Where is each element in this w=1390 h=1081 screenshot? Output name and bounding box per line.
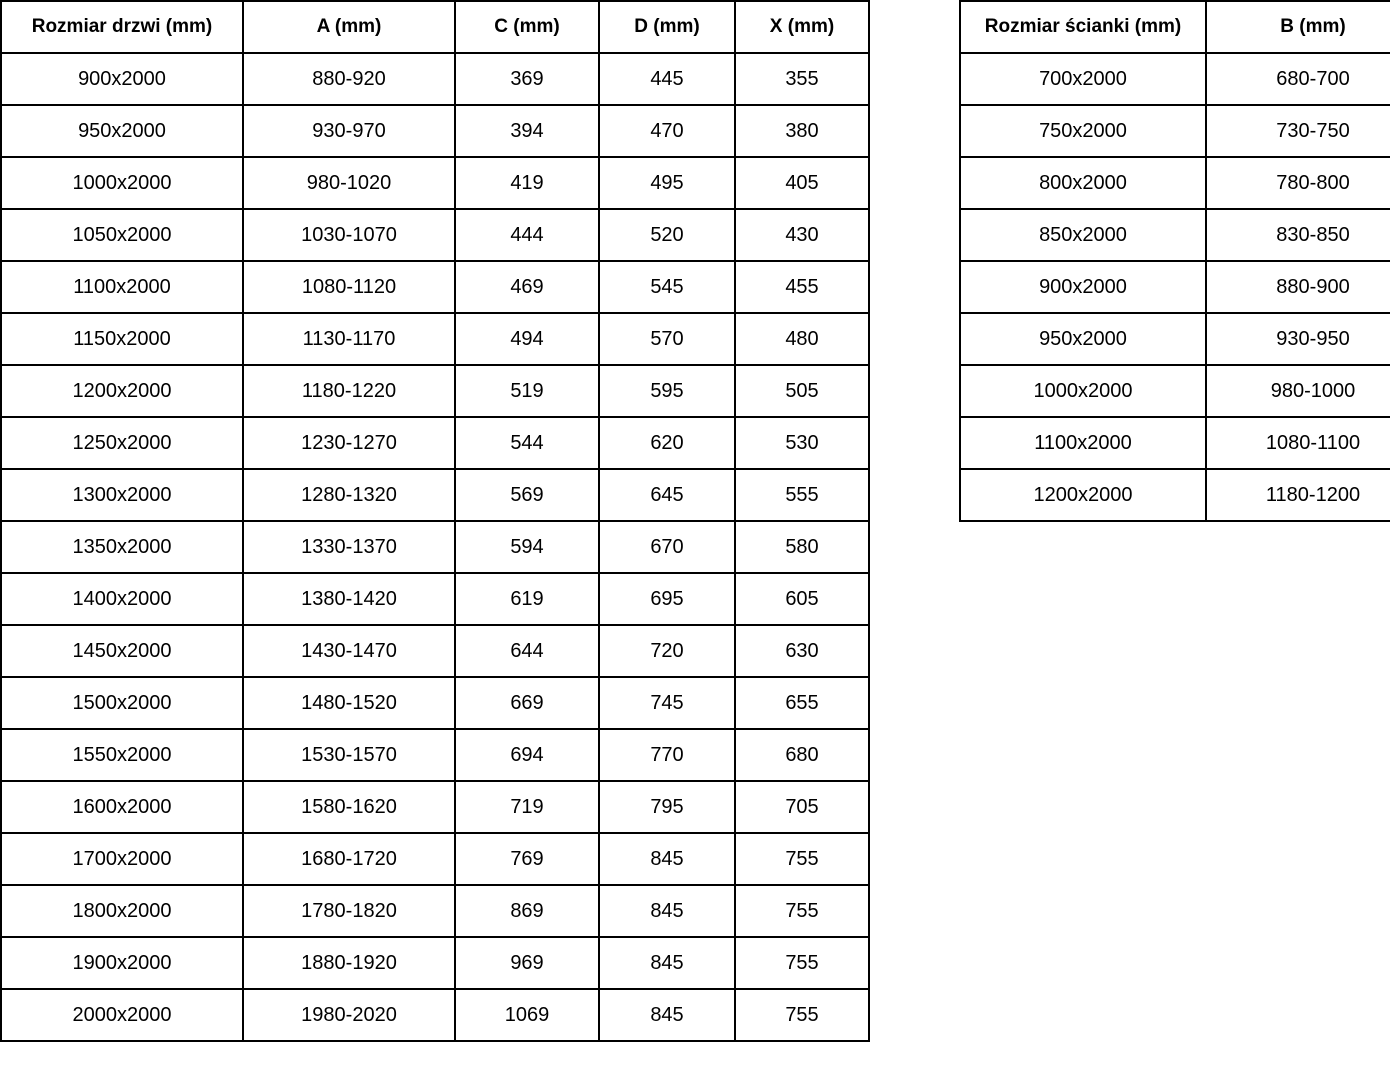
table-cell: 800x2000 [960, 157, 1206, 209]
table-cell: 1880-1920 [243, 937, 455, 989]
table-cell: 380 [735, 105, 869, 157]
table-cell: 1080-1120 [243, 261, 455, 313]
table-cell: 1480-1520 [243, 677, 455, 729]
table-cell: 1900x2000 [1, 937, 243, 989]
table-row [1, 677, 869, 729]
table-row [1, 729, 869, 781]
table-cell: 1780-1820 [243, 885, 455, 937]
table-row [1, 313, 869, 365]
table-cell: 394 [455, 105, 599, 157]
table-cell: 495 [599, 157, 735, 209]
table-cell: 369 [455, 53, 599, 105]
table-cell: 1180-1200 [1206, 469, 1390, 521]
table-row [960, 469, 1390, 521]
table-cell: 1500x2000 [1, 677, 243, 729]
table-cell: 1080-1100 [1206, 417, 1390, 469]
table-row [1, 521, 869, 573]
table-cell: 1580-1620 [243, 781, 455, 833]
table-cell: 595 [599, 365, 735, 417]
table-cell: 455 [735, 261, 869, 313]
table-cell: 755 [735, 937, 869, 989]
table-cell: 845 [599, 989, 735, 1041]
table-cell: 769 [455, 833, 599, 885]
table-cell: 1350x2000 [1, 521, 243, 573]
table-cell: 620 [599, 417, 735, 469]
table-row [1, 157, 869, 209]
header-row [960, 1, 1390, 53]
table-cell: 519 [455, 365, 599, 417]
table-cell: 1550x2000 [1, 729, 243, 781]
table-cell: 1230-1270 [243, 417, 455, 469]
table-cell: 1200x2000 [1, 365, 243, 417]
table-row [1, 261, 869, 313]
table-cell: 1030-1070 [243, 209, 455, 261]
table-cell: 544 [455, 417, 599, 469]
table-cell: 880-920 [243, 53, 455, 105]
table-cell: 1250x2000 [1, 417, 243, 469]
table-cell: 1680-1720 [243, 833, 455, 885]
table-row [960, 209, 1390, 261]
table-cell: 694 [455, 729, 599, 781]
table-row [960, 365, 1390, 417]
table-cell: 755 [735, 833, 869, 885]
table-cell: 845 [599, 937, 735, 989]
table-row [960, 157, 1390, 209]
table-row [1, 625, 869, 677]
table-row [1, 365, 869, 417]
table-cell: 1130-1170 [243, 313, 455, 365]
table-cell: 745 [599, 677, 735, 729]
table-cell: 419 [455, 157, 599, 209]
table-cell: 555 [735, 469, 869, 521]
table-row [1, 469, 869, 521]
table-cell: 670 [599, 521, 735, 573]
table-cell: 1100x2000 [1, 261, 243, 313]
table-cell: 480 [735, 313, 869, 365]
table-cell: 900x2000 [1, 53, 243, 105]
wall-dimensions-table [959, 0, 1390, 522]
table-cell: 470 [599, 105, 735, 157]
column-header: X (mm) [735, 1, 869, 53]
table-cell: 850x2000 [960, 209, 1206, 261]
table-cell: 695 [599, 573, 735, 625]
table-cell: 719 [455, 781, 599, 833]
table-cell: 1430-1470 [243, 625, 455, 677]
table-cell: 980-1020 [243, 157, 455, 209]
table-cell: 430 [735, 209, 869, 261]
table-cell: 830-850 [1206, 209, 1390, 261]
column-header: B (mm) [1206, 1, 1390, 53]
table-cell: 1100x2000 [960, 417, 1206, 469]
table-cell: 1450x2000 [1, 625, 243, 677]
table-cell: 680 [735, 729, 869, 781]
table-cell: 720 [599, 625, 735, 677]
column-header: Rozmiar ścianki (mm) [960, 1, 1206, 53]
table-cell: 469 [455, 261, 599, 313]
table-cell: 1180-1220 [243, 365, 455, 417]
table-cell: 950x2000 [960, 313, 1206, 365]
table-cell: 1050x2000 [1, 209, 243, 261]
table-cell: 795 [599, 781, 735, 833]
column-header: D (mm) [599, 1, 735, 53]
column-header: A (mm) [243, 1, 455, 53]
column-header: Rozmiar drzwi (mm) [1, 1, 243, 53]
table-cell: 780-800 [1206, 157, 1390, 209]
table-cell: 505 [735, 365, 869, 417]
table-row [1, 209, 869, 261]
table-cell: 1069 [455, 989, 599, 1041]
table-cell: 669 [455, 677, 599, 729]
table-cell: 705 [735, 781, 869, 833]
table-cell: 630 [735, 625, 869, 677]
table-cell: 1280-1320 [243, 469, 455, 521]
table-cell: 644 [455, 625, 599, 677]
table-cell: 2000x2000 [1, 989, 243, 1041]
table-row [960, 53, 1390, 105]
table-cell: 770 [599, 729, 735, 781]
table-row [1, 989, 869, 1041]
table-cell: 1150x2000 [1, 313, 243, 365]
table-cell: 1200x2000 [960, 469, 1206, 521]
table-cell: 980-1000 [1206, 365, 1390, 417]
table-cell: 969 [455, 937, 599, 989]
table-cell: 645 [599, 469, 735, 521]
table-cell: 520 [599, 209, 735, 261]
table-cell: 1000x2000 [1, 157, 243, 209]
table-cell: 1530-1570 [243, 729, 455, 781]
table-cell: 1400x2000 [1, 573, 243, 625]
table-cell: 580 [735, 521, 869, 573]
table-row [960, 417, 1390, 469]
table-cell: 405 [735, 157, 869, 209]
table-row [960, 261, 1390, 313]
table-row [1, 573, 869, 625]
table-cell: 605 [735, 573, 869, 625]
table-cell: 355 [735, 53, 869, 105]
table-cell: 1600x2000 [1, 781, 243, 833]
table-cell: 750x2000 [960, 105, 1206, 157]
table-cell: 755 [735, 989, 869, 1041]
table-cell: 730-750 [1206, 105, 1390, 157]
table-row [960, 313, 1390, 365]
table-cell: 545 [599, 261, 735, 313]
table-cell: 880-900 [1206, 261, 1390, 313]
table-cell: 1980-2020 [243, 989, 455, 1041]
table-cell: 445 [599, 53, 735, 105]
table-row [960, 105, 1390, 157]
table-cell: 1330-1370 [243, 521, 455, 573]
table-cell: 930-950 [1206, 313, 1390, 365]
table-row [1, 937, 869, 989]
table-cell: 869 [455, 885, 599, 937]
table-cell: 845 [599, 885, 735, 937]
table-cell: 619 [455, 573, 599, 625]
table-row [1, 885, 869, 937]
table-cell: 680-700 [1206, 53, 1390, 105]
table-cell: 900x2000 [960, 261, 1206, 313]
table-row [1, 417, 869, 469]
table-cell: 1300x2000 [1, 469, 243, 521]
table-cell: 1700x2000 [1, 833, 243, 885]
table-cell: 1000x2000 [960, 365, 1206, 417]
table-cell: 1380-1420 [243, 573, 455, 625]
table-cell: 950x2000 [1, 105, 243, 157]
table-cell: 569 [455, 469, 599, 521]
table-cell: 594 [455, 521, 599, 573]
table-cell: 930-970 [243, 105, 455, 157]
table-row [1, 53, 869, 105]
table-cell: 655 [735, 677, 869, 729]
table-cell: 845 [599, 833, 735, 885]
column-header: C (mm) [455, 1, 599, 53]
table-cell: 700x2000 [960, 53, 1206, 105]
table-cell: 570 [599, 313, 735, 365]
table-cell: 494 [455, 313, 599, 365]
table-cell: 530 [735, 417, 869, 469]
table-row [1, 833, 869, 885]
table-cell: 1800x2000 [1, 885, 243, 937]
table-cell: 444 [455, 209, 599, 261]
table-cell: 755 [735, 885, 869, 937]
table-row [1, 105, 869, 157]
table-row [1, 781, 869, 833]
header-row [1, 1, 869, 53]
